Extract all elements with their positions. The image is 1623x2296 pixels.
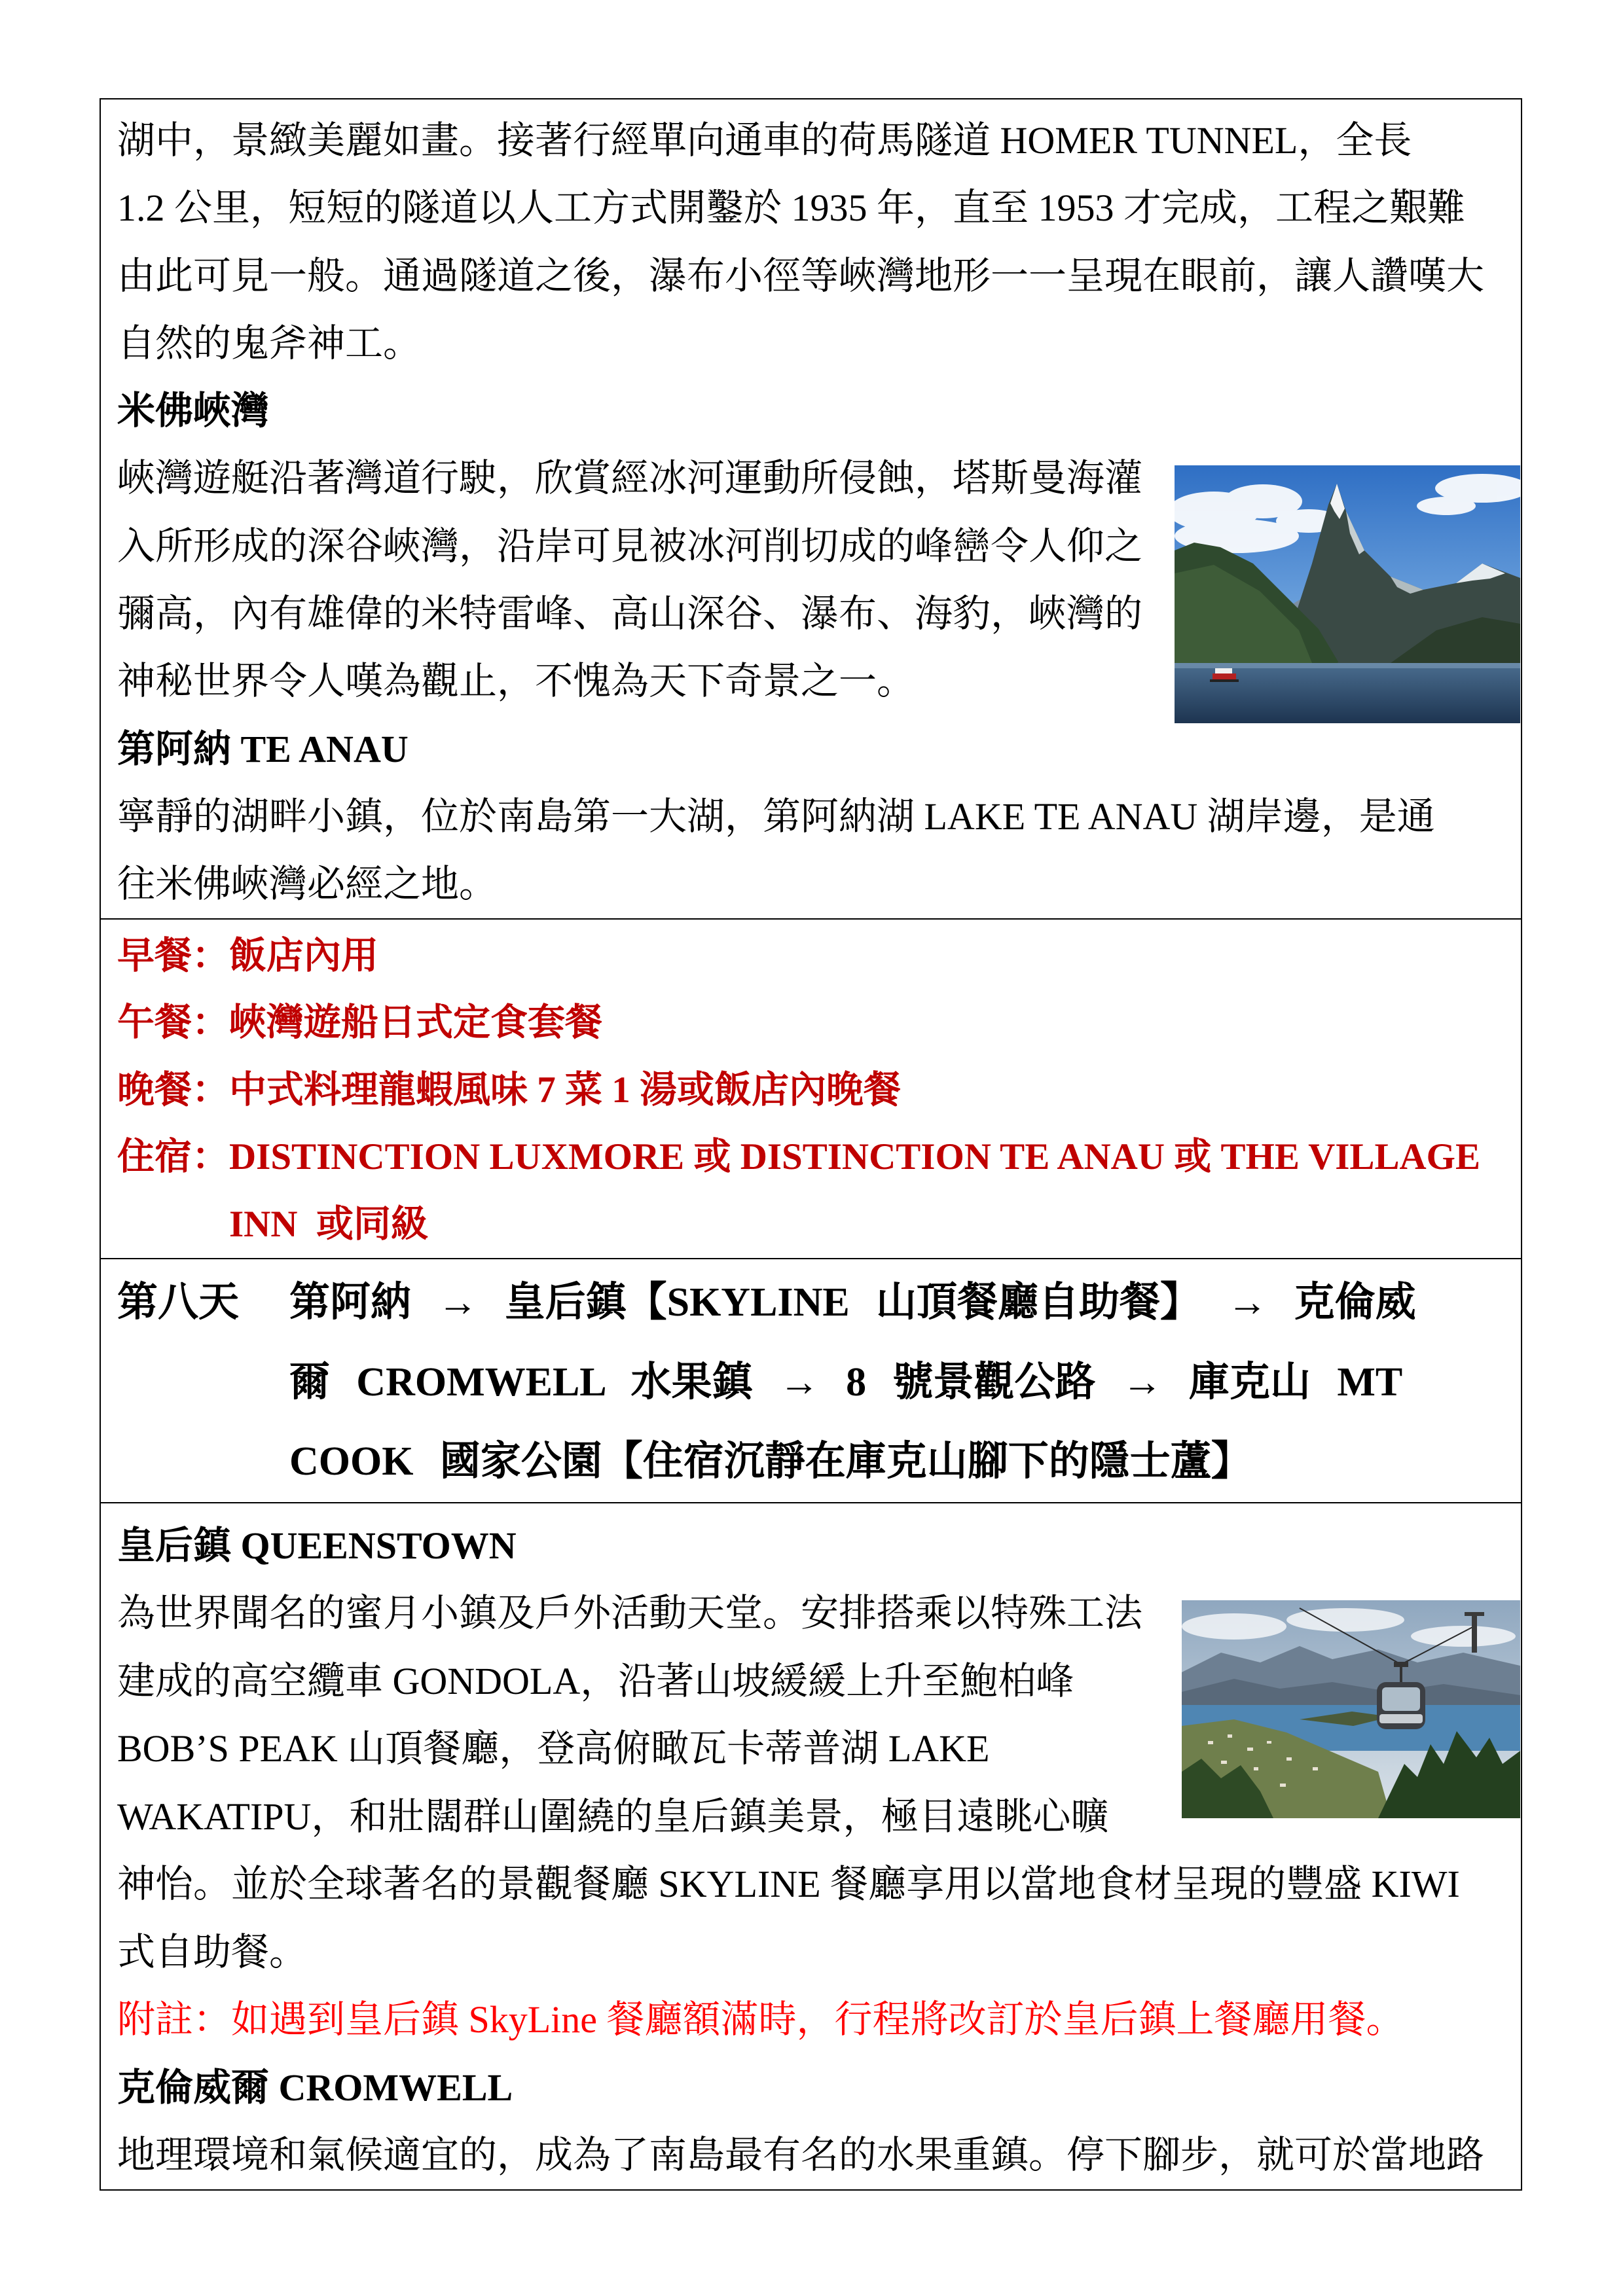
queenstown-line: 神怡。並於全球著名的景觀餐廳 SKYLINE 餐廳享用以當地食材呈現的豐盛 KIWI	[117, 1863, 1460, 1906]
lunch-value: 峽灣遊船日式定食套餐	[229, 1002, 602, 1044]
dinner-value: 中式料理龍蝦風味 7 菜 1 湯或飯店內晚餐	[229, 1069, 901, 1111]
intro-line: 1.2 公里，短短的隧道以人工方式開鑿於 1935 年，直至 1953 才完成，工程之艱難	[117, 187, 1466, 230]
milford-heading: 米佛峽灣	[117, 389, 270, 433]
milford-line: 入所形成的深谷峽灣，沿岸可見被冰河削切成的峰巒令人仰之	[117, 524, 1143, 567]
queenstown-note: 附註：如遇到皇后鎮 SkyLine 餐廳額滿時，行程將改訂於皇后鎮上餐廳用餐。	[117, 1998, 1404, 2041]
breakfast-value: 飯店內用	[229, 935, 378, 977]
dinner-line	[117, 1057, 1510, 1124]
lunch-line	[117, 990, 1510, 1057]
itinerary-table	[100, 98, 1522, 2191]
day-header	[101, 1258, 1521, 1502]
day-route	[289, 1263, 1510, 1502]
day-route-line: COOK 國家公園【住宿沉靜在庫克山腳下的隱士蘆】	[289, 1439, 1252, 1484]
te-anau-line: 往米佛峽灣必經之地。	[117, 863, 498, 906]
day-route-line: 第阿納 → 皇后鎮【SKYLINE 山頂餐廳自助餐】 → 克倫威	[289, 1280, 1416, 1325]
breakfast-label: 早餐：	[117, 935, 229, 977]
intro-line: 自然的鬼斧神工。	[117, 321, 422, 365]
queenstown-line: BOB’S PEAK 山頂餐廳，登高俯瞰瓦卡蒂普湖 LAKE	[117, 1727, 990, 1770]
te-anau-line: 寧靜的湖畔小鎮，位於南島第一大湖，第阿納湖 LAKE TE ANAU 湖岸邊，是通	[117, 795, 1435, 838]
lodging-line	[117, 1124, 1510, 1191]
dinner-label: 晚餐：	[117, 1069, 229, 1111]
lodging-label: 住宿：	[117, 1136, 229, 1178]
intro-line: 由此可見一般。通過隧道之後，瀑布小徑等峽灣地形一一呈現在眼前，讓人讚嘆大	[117, 254, 1485, 297]
queenstown-gondola-photo	[1182, 1600, 1520, 1818]
lodging-value-continued: INN 或同級	[229, 1203, 429, 1245]
cromwell-line: 地理環境和氣候適宜的，成為了南島最有名的水果重鎮。停下腳步，就可於當地路	[117, 2134, 1485, 2177]
lodging-line-continued	[117, 1191, 1510, 1259]
cromwell-heading: 克倫威爾 CROMWELL	[117, 2066, 513, 2109]
meals-section	[101, 918, 1521, 1259]
queenstown-line: 建成的高空纜車 GONDOLA，沿著山坡緩緩上升至鮑柏峰	[117, 1659, 1074, 1702]
day-route-line: 爾 CROMWELL 水果鎮 → 8 號景觀公路 → 庫克山 MT	[289, 1359, 1403, 1405]
day-label: 第八天	[117, 1280, 240, 1325]
lodging-value: DISTINCTION LUXMORE 或 DISTINCTION TE ANAU 或 THE VILLAGE	[229, 1136, 1480, 1178]
queenstown-heading: 皇后鎮 QUEENSTOWN	[117, 1524, 517, 1567]
queenstown-line: 式自助餐。	[117, 1930, 308, 1973]
te-anau-heading: 第阿納 TE ANAU	[117, 727, 409, 770]
queenstown-line: 為世界聞名的蜜月小鎮及戶外活動天堂。安排搭乘以特殊工法	[117, 1592, 1143, 1635]
lunch-label: 午餐：	[117, 1002, 229, 1044]
milford-line: 峽灣遊艇沿著灣道行駛，欣賞經冰河運動所侵蝕，塔斯曼海灌	[117, 457, 1143, 500]
intro-line: 湖中，景緻美麗如畫。接著行經單向通車的荷馬隧道 HOMER TUNNEL，全長	[117, 119, 1412, 162]
milford-line: 神秘世界令人嘆為觀止，不愧為天下奇景之一。	[117, 660, 915, 703]
breakfast-line	[117, 923, 1510, 990]
milford-line: 彌高，內有雄偉的米特雷峰、高山深谷、瀑布、海豹，峽灣的	[117, 592, 1143, 636]
queenstown-line: WAKATIPU，和壯闊群山圍繞的皇后鎮美景，極目遠眺心曠	[117, 1795, 1109, 1838]
milford-sound-photo	[1175, 465, 1520, 723]
